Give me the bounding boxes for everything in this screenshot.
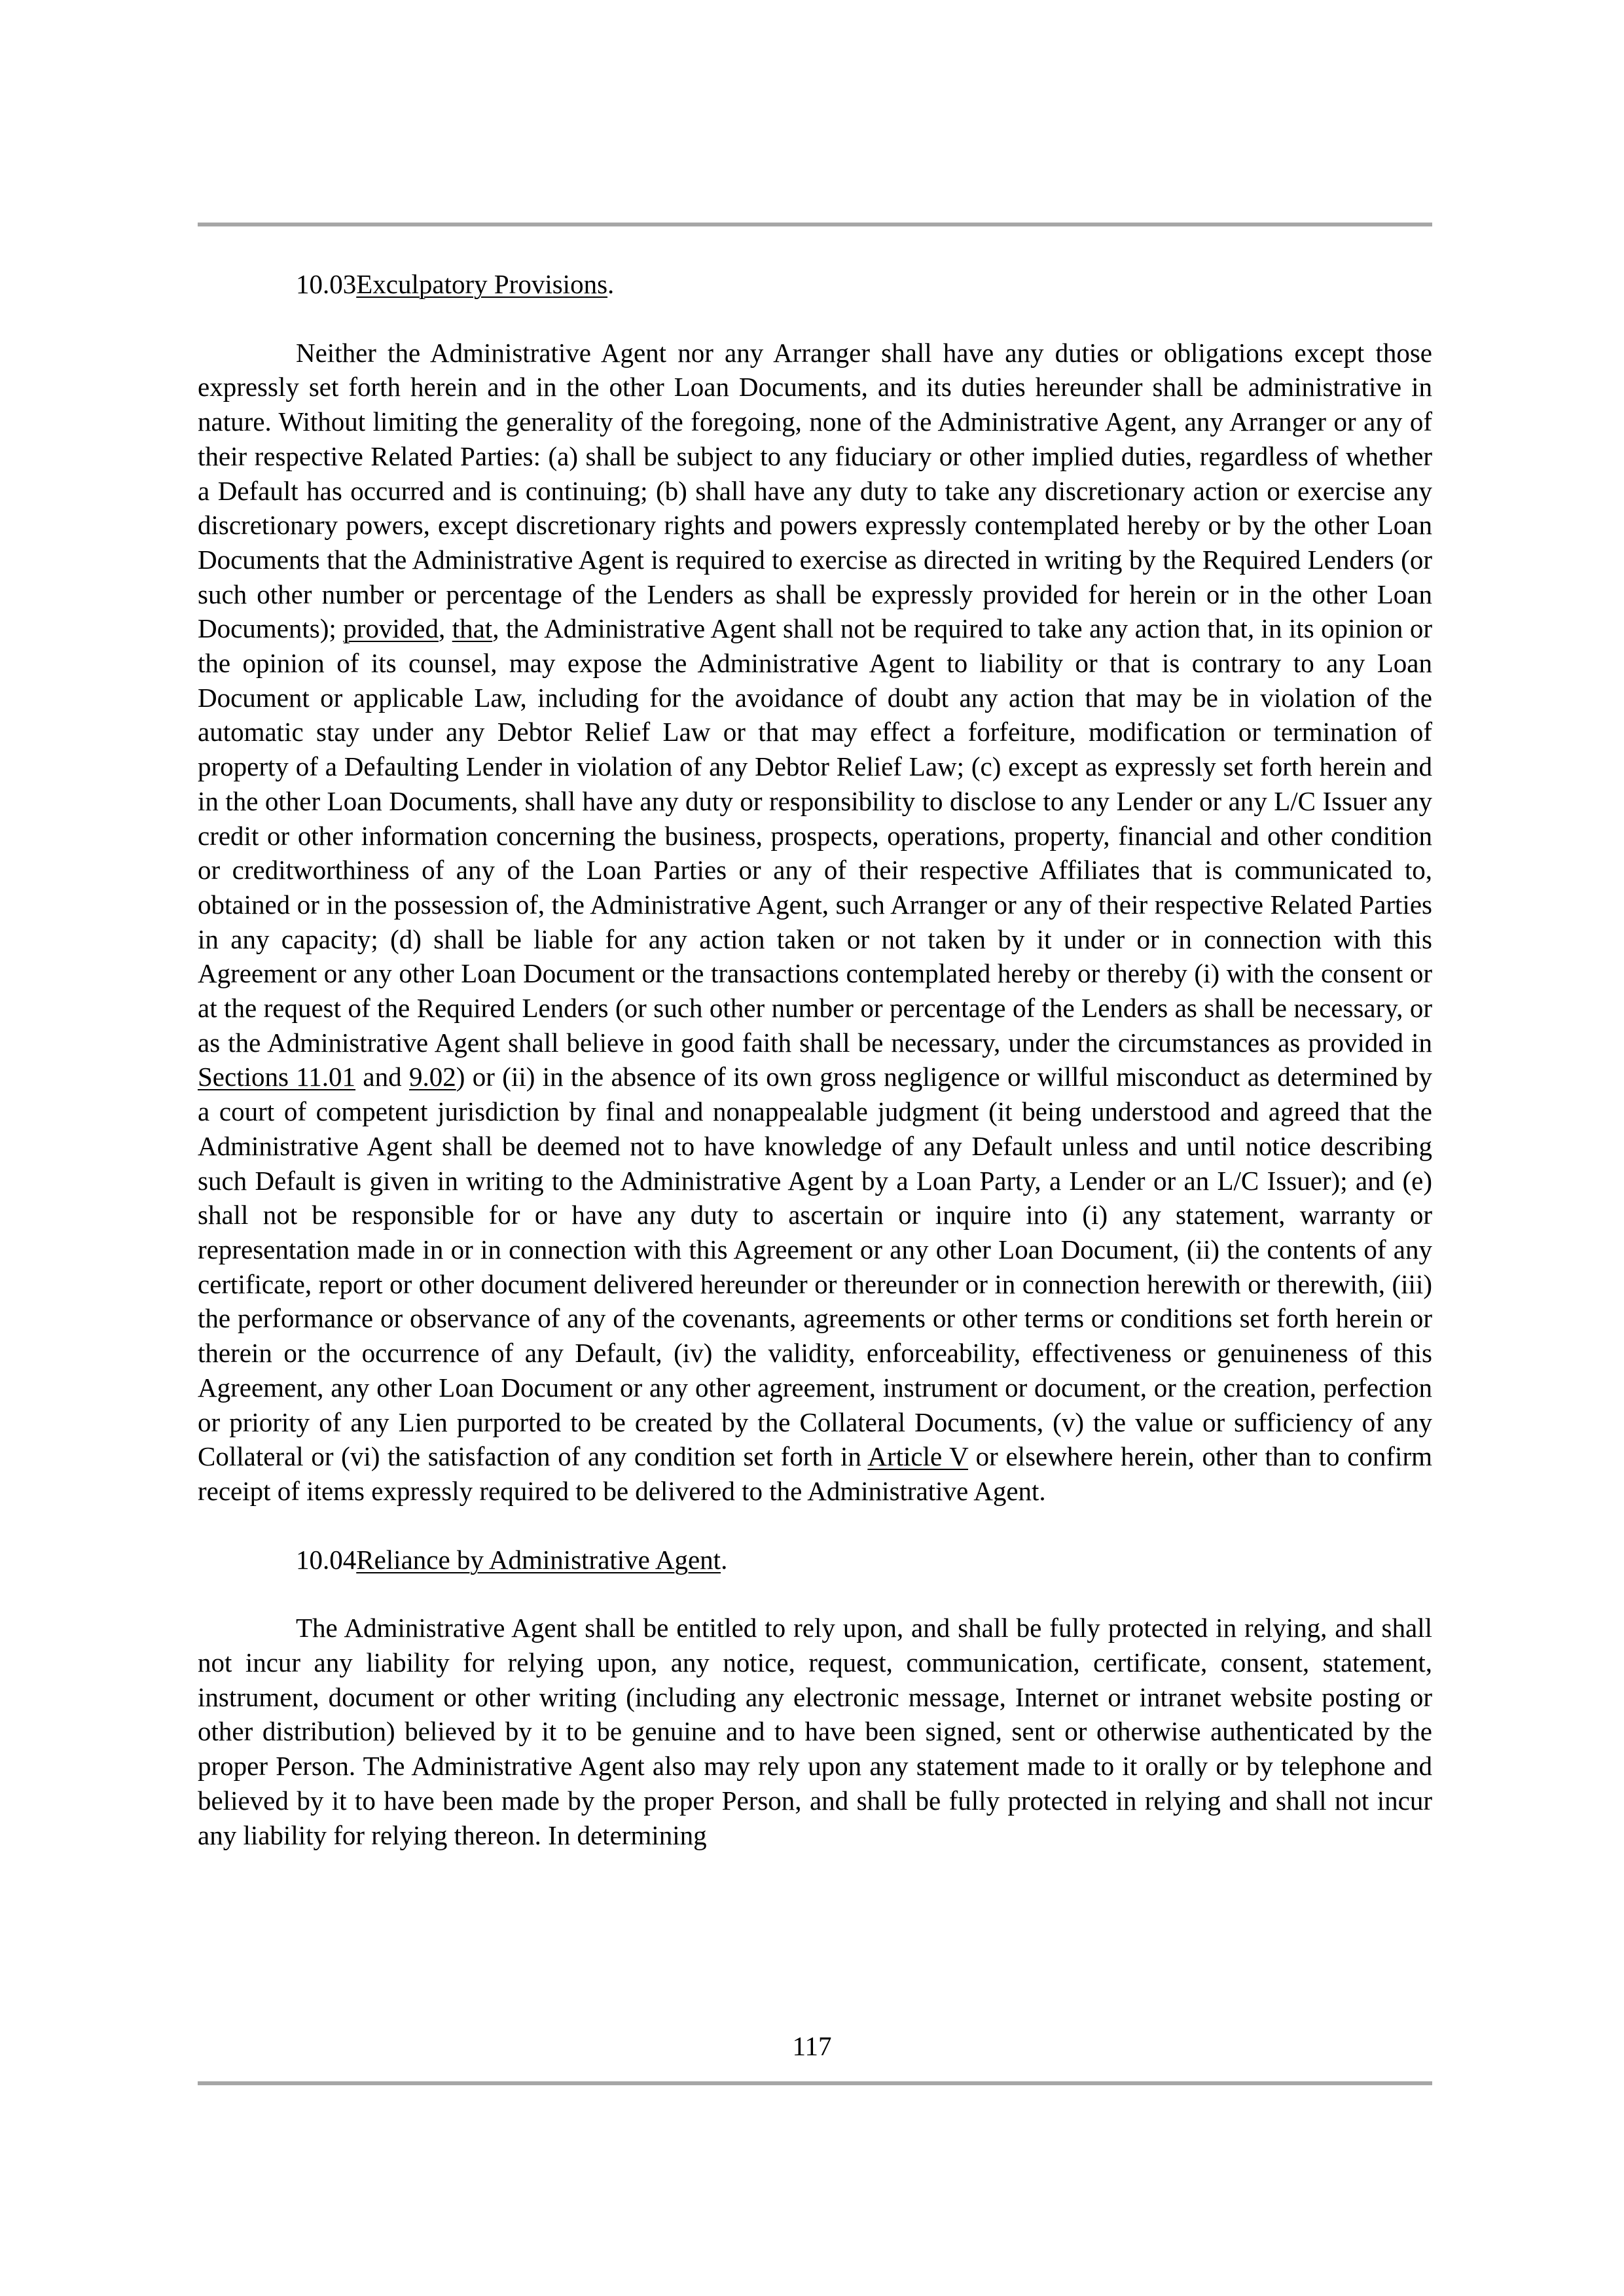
header-rule: [198, 223, 1432, 226]
section-number: 10.04: [296, 1544, 357, 1575]
paragraph-text: and: [355, 1062, 409, 1092]
page-content: [198, 267, 1432, 1886]
cross-reference-9-02: 9.02: [409, 1062, 456, 1092]
section-number: 10.03: [296, 269, 357, 299]
section-title-period: .: [721, 1544, 728, 1575]
paragraph-text: or elsewhere herein, other than to confirm receipt of items expressly required to be delivered to the Administrative Agent.: [198, 1441, 1432, 1506]
cross-reference-article-v: Article V: [867, 1441, 968, 1472]
section-heading-10-04: [198, 1543, 1432, 1577]
paragraph-text: , the Administrative Agent shall not be required to take any action that, in its opinion or the opinion of its counsel, may expose the Administrative Agent to liability or that is contrary to any Loan Document or applicable Law, including for the avoidance of doubt any action that may be in violation of the automatic stay under any Debtor Relief Law or that may effect a forfeiture, modification or termination of property of a Defaulting Lender in violation of any Debtor Relief Law; (c) except as expressly set forth herein and in the other Loan Documents, shall have any duty or responsibility to disclose to any Lender or any L/C Issuer any credit or other information concerning the business, prospects, operations, property, financial and other condition or creditworthiness of any of the Loan Parties or any of their respective Affiliates that is communicated to, obtained or in the possession of, the Administrative Agent, such Arranger or any of their respective Related Parties in any capacity; (d) shall be liable for any action taken or not taken by it under or in connection with this Agreement or any other Loan Document or the transactions contemplated hereby or thereby (i) with the consent or at the request of the Required Lenders (or such other number or percentage of the Lenders as shall be necessary, or as the Administrative Agent shall believe in good faith shall be necessary, under the circumstances as provided in: [198, 613, 1433, 1058]
cross-reference-sections-11-01: Sections 11.01: [198, 1062, 356, 1092]
section-heading-10-03: [198, 267, 1432, 302]
section-title-period: .: [607, 269, 615, 299]
paragraph-text: ,: [439, 613, 452, 644]
paragraph-text: Neither the Administrative Agent nor any Arranger shall have any duties or obligations except those expressly set forth herein and in the other Loan Documents, and its duties hereunder shall be administrative in nature. Without limiting the generality of the foregoing, none of the Administrative Agent, any Arranger or any of their respective Related Parties: (a) shall be subject to any fiduciary or other implied duties, regardless of whether a Default has occurred and is continuing; (b) shall have any duty to take any discretionary action or exercise any discretionary powers, except discretionary rights and powers expressly contemplated hereby or by the other Loan Documents that the Administrative Agent is required to exercise as directed in writing by the Required Lenders (or such other number or percentage of the Lenders as shall be expressly provided for herein or in the other Loan Documents);: [198, 337, 1432, 644]
section-title: Reliance by Administrative Agent: [356, 1544, 721, 1575]
section-paragraph-10-04: The Administrative Agent shall be entitled to rely upon, and shall be fully protected in relying, and shall not incur any liability for relying upon, any notice, request, communication, certificate, consent, statement, instrument, document or other writing (including any electronic message, Internet or intranet website posting or other distribution) believed by it to be genuine and to have been signed, sent or otherwise authenticated by the proper Person. The Administrative Agent also may rely upon any statement made to it orally or by telephone and believed by it to have been made by the proper Person, and shall be fully protected in relying and shall not incur any liability for relying thereon. In determining: [198, 1613, 1432, 1850]
that-term: that: [452, 613, 493, 644]
paragraph-text: ) or (ii) in the absence of its own gross negligence or willful misconduct as determined by a court of competent jurisdiction by final and nonappealable judgment (it being understood and agreed that the Administrative Agent shall be deemed not to have knowledge of any Default unless and until notice describing such Default is given in writing to the Administrative Agent by a Loan Party, a Lender or an L/C Issuer); and (e) shall not be responsible for or have any duty to ascertain or inquire into (i) any statement, warranty or representation made in or in connection with this Agreement or any other Loan Document, (ii) the contents of any certificate, report or other document delivered hereunder or thereunder or in connection herewith or therewith, (iii) the performance or observance of any of the covenants, agreements or other terms or conditions set forth herein or therein or the occurrence of any Default, (iv) the validity, enforceability, effectiveness or genuineness of this Agreement, any other Loan Document or any other agreement, instrument or document, or the creation, perfection or priority of any Lien purported to be created by the Collateral Documents, (v) the value or sufficiency of any Collateral or (vi) the satisfaction of any condition set forth in: [198, 1062, 1433, 1472]
section-paragraph-10-03: [198, 336, 1432, 1509]
footer-rule: [198, 2081, 1432, 2085]
page-number: 117: [792, 2031, 832, 2061]
section-title: Exculpatory Provisions: [356, 269, 608, 299]
provided-term: provided: [343, 613, 439, 644]
